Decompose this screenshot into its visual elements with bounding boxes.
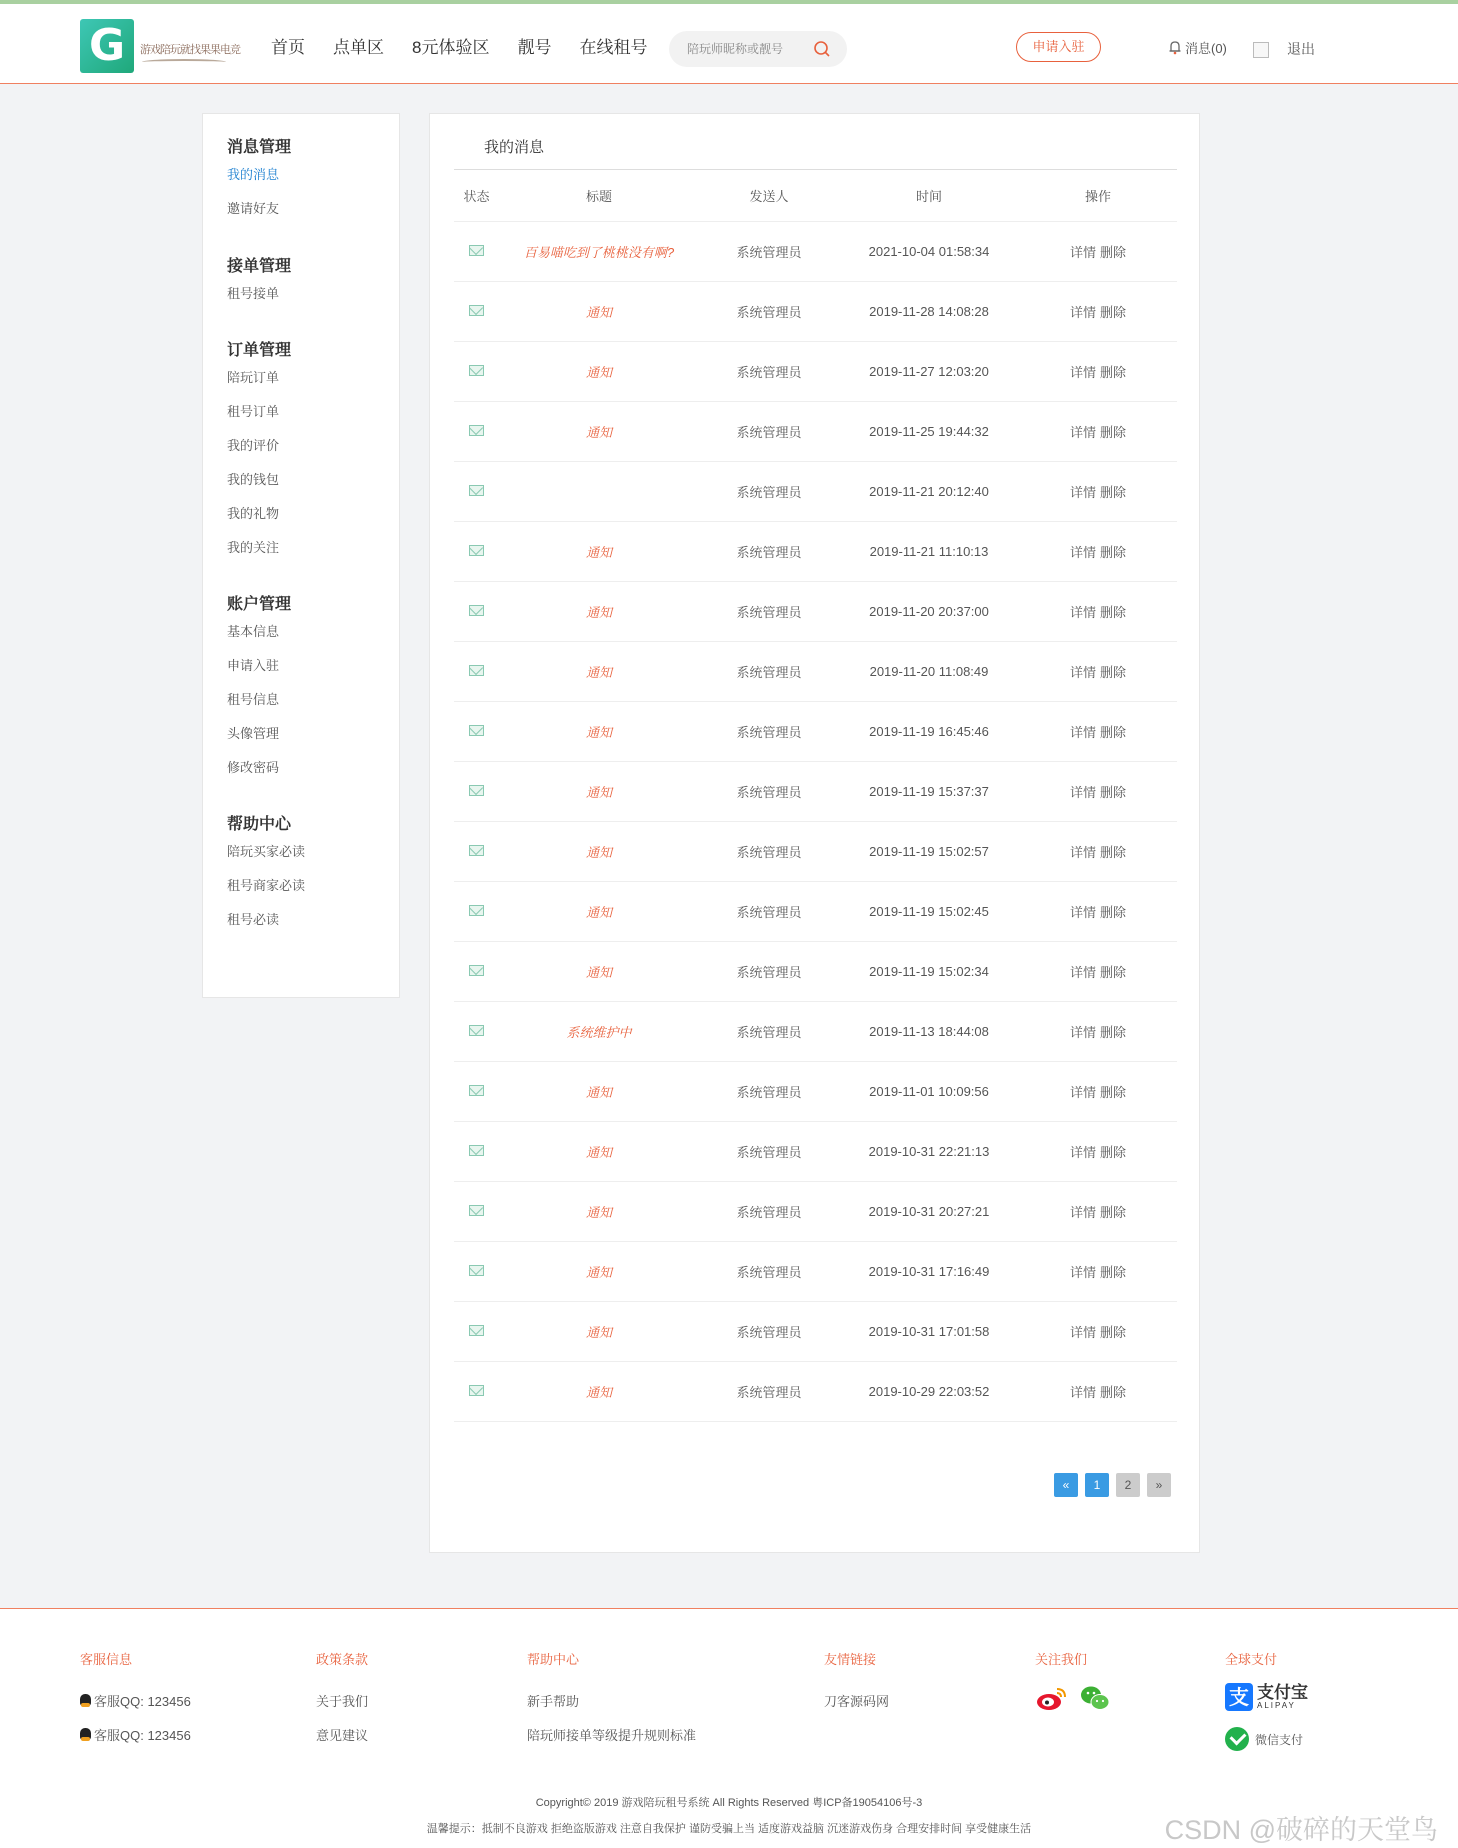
footer-col-help	[527, 1649, 696, 1751]
actions-cell	[1019, 482, 1177, 501]
table-header	[454, 170, 1177, 222]
main-nav	[271, 33, 647, 58]
message-title-link[interactable]: 通知	[585, 1385, 612, 1400]
watermark-text: CSDN @破碎的天堂鸟	[1164, 1815, 1438, 1845]
status-cell	[454, 723, 499, 741]
message-title-link[interactable]: 通知	[585, 1205, 612, 1220]
wechat-pay-icon	[1225, 1727, 1249, 1751]
delete-link[interactable]: 删除	[1100, 1265, 1127, 1280]
message-time: 2019-11-21 11:10:13	[869, 544, 989, 559]
status-cell	[454, 663, 499, 681]
health-tips-text: 温馨提示：抵制不良游戏 拒绝盗版游戏 注意自我保护 谨防受骗上当 适度游戏益脑 沉迷游戏伤身 合理安排时间 享受健康生活	[426, 1823, 1032, 1835]
footer-qq-1[interactable]	[80, 1683, 191, 1717]
footer-link-friend-site[interactable]: 刀客源码网	[824, 1693, 890, 1709]
message-sender: 系统管理员	[736, 1265, 802, 1280]
message-title-link[interactable]: 通知	[585, 965, 612, 980]
status-cell	[454, 303, 499, 321]
table-row	[454, 1002, 1177, 1062]
delete-link[interactable]: 删除	[1100, 845, 1127, 860]
qq-icon	[80, 1728, 91, 1740]
sidebar-group-title: 订单管理	[227, 342, 292, 359]
sidebar-item-rent-guide[interactable]: 租号必读	[227, 912, 280, 927]
page-title: 我的消息	[484, 139, 545, 156]
status-cell	[454, 603, 499, 621]
message-sender: 系统管理员	[736, 485, 802, 500]
detail-link[interactable]: 详情	[1069, 965, 1096, 980]
detail-link[interactable]: 详情	[1069, 305, 1096, 320]
message-title-link[interactable]: 通知	[585, 1145, 612, 1160]
delete-link[interactable]: 删除	[1100, 605, 1127, 620]
detail-link[interactable]: 详情	[1069, 1205, 1096, 1220]
logo-swoosh	[142, 59, 226, 65]
actions-cell	[1019, 1262, 1177, 1281]
sidebar-item-avatar-manage[interactable]: 头像管理	[227, 726, 280, 741]
delete-link[interactable]: 删除	[1100, 965, 1127, 980]
envelope-icon	[469, 965, 484, 976]
site-header	[0, 4, 1458, 84]
site-logo[interactable]	[80, 19, 240, 75]
actions-cell	[1019, 242, 1177, 261]
detail-link[interactable]: 详情	[1069, 725, 1096, 740]
delete-link[interactable]: 删除	[1100, 725, 1127, 740]
envelope-icon	[469, 785, 484, 796]
envelope-icon	[469, 545, 484, 556]
sidebar-item-my-messages[interactable]: 我的消息	[227, 167, 280, 182]
actions-cell	[1019, 602, 1177, 621]
message-title-link[interactable]: 通知	[585, 845, 612, 860]
table-row	[454, 342, 1177, 402]
delete-link[interactable]: 删除	[1100, 665, 1127, 680]
qq-icon	[80, 1694, 91, 1706]
footer-col-links	[824, 1649, 889, 1717]
message-time: 2019-11-21 20:12:40	[869, 484, 989, 499]
footer-col-follow	[1035, 1649, 1135, 1729]
envelope-icon	[469, 1385, 484, 1396]
footer-col-policy	[316, 1649, 368, 1751]
sidebar-group-help	[227, 811, 305, 937]
message-time: 2021-10-04 01:58:34	[868, 244, 990, 259]
sidebar-group-account	[227, 591, 291, 785]
message-title-link[interactable]: 通知	[585, 1325, 612, 1340]
message-sender: 系统管理员	[736, 905, 802, 920]
page-2-button[interactable]: 2	[1116, 1473, 1140, 1497]
column-header-actions: 操作	[1084, 189, 1111, 204]
nav-home[interactable]: 首页	[271, 38, 305, 57]
footer-col-payment	[1225, 1649, 1355, 1759]
wechat-pay-badge	[1225, 1727, 1303, 1751]
table-row	[454, 762, 1177, 822]
table-row	[454, 282, 1177, 342]
user-sidebar	[202, 113, 400, 998]
table-row	[454, 1302, 1177, 1362]
detail-link[interactable]: 详情	[1069, 425, 1096, 440]
alipay-icon: 支	[1225, 1683, 1253, 1711]
message-time: 2019-11-19 15:37:37	[869, 784, 989, 799]
nav-rent-account[interactable]: 在线租号	[579, 38, 648, 57]
detail-link[interactable]: 详情	[1069, 1025, 1096, 1040]
status-cell	[454, 1083, 499, 1101]
sidebar-item-apply-join[interactable]: 申请入驻	[227, 658, 280, 673]
footer-heading: 政策条款	[316, 1652, 369, 1667]
message-title-link[interactable]: 百易喵吃到了桃桃没有啊?	[523, 245, 675, 260]
message-sender: 系统管理员	[736, 545, 802, 560]
pagination	[1054, 1473, 1171, 1497]
status-cell	[454, 1023, 499, 1041]
message-time: 2019-11-01 10:09:56	[869, 1084, 989, 1099]
table-row	[454, 462, 1177, 522]
message-sender: 系统管理员	[736, 425, 802, 440]
table-row	[454, 1062, 1177, 1122]
footer-qq-2[interactable]	[80, 1717, 191, 1751]
status-cell	[454, 903, 499, 921]
status-cell	[454, 1143, 499, 1161]
copyright-text: Copyright© 2019 游戏陪玩租号系统 All Rights Reserved 粤ICP备19054106号-3	[535, 1797, 923, 1809]
table-row	[454, 582, 1177, 642]
table-row	[454, 822, 1177, 882]
status-cell	[454, 1323, 499, 1341]
logout-link[interactable]: 退出	[1287, 41, 1315, 57]
envelope-icon	[469, 1085, 484, 1096]
status-cell	[454, 1203, 499, 1221]
status-cell	[454, 1383, 499, 1401]
sidebar-item-my-follows[interactable]: 我的关注	[227, 540, 280, 555]
message-sender: 系统管理员	[736, 1205, 802, 1220]
delete-link[interactable]: 删除	[1100, 1205, 1127, 1220]
envelope-icon	[469, 905, 484, 916]
detail-link[interactable]: 详情	[1069, 1265, 1096, 1280]
envelope-icon	[469, 425, 484, 436]
delete-link[interactable]: 删除	[1100, 1025, 1127, 1040]
search-input[interactable]	[687, 31, 807, 67]
table-row	[454, 1362, 1177, 1422]
message-sender: 系统管理员	[736, 305, 802, 320]
message-time: 2019-11-19 15:02:45	[869, 904, 989, 919]
message-time: 2019-11-13 18:44:08	[869, 1024, 989, 1039]
message-sender: 系统管理员	[736, 1025, 802, 1040]
footer-heading: 全球支付	[1225, 1652, 1278, 1667]
table-row	[454, 1122, 1177, 1182]
delete-link[interactable]: 删除	[1100, 905, 1127, 920]
table-row	[454, 882, 1177, 942]
sidebar-item-merchant-guide[interactable]: 租号商家必读	[227, 878, 306, 893]
actions-cell	[1019, 1082, 1177, 1101]
footer-heading: 关注我们	[1035, 1652, 1088, 1667]
actions-cell	[1019, 542, 1177, 561]
sidebar-item-invite-friends[interactable]: 邀请好友	[227, 201, 280, 216]
delete-link[interactable]: 删除	[1100, 1385, 1127, 1400]
message-title-link[interactable]: 通知	[585, 1085, 612, 1100]
sidebar-item-rent-orders[interactable]: 租号订单	[227, 404, 280, 419]
search-box	[669, 31, 847, 67]
delete-link[interactable]: 删除	[1100, 545, 1127, 560]
message-sender: 系统管理员	[736, 1085, 802, 1100]
actions-cell	[1019, 962, 1177, 981]
status-cell	[454, 1263, 499, 1281]
bell-icon	[1168, 40, 1182, 55]
sidebar-item-basic-info[interactable]: 基本信息	[227, 624, 280, 639]
envelope-icon	[469, 1205, 484, 1216]
detail-link[interactable]: 详情	[1069, 1385, 1096, 1400]
actions-cell	[1019, 422, 1177, 441]
actions-cell	[1019, 1142, 1177, 1161]
apply-join-button[interactable]: 申请入驻	[1016, 32, 1101, 62]
nav-order-zone[interactable]: 点单区	[333, 38, 384, 57]
message-sender: 系统管理员	[736, 725, 802, 740]
message-sender: 系统管理员	[736, 1325, 802, 1340]
message-time: 2019-11-19 15:02:34	[869, 964, 989, 979]
footer-col-service	[80, 1649, 191, 1751]
table-row	[454, 942, 1177, 1002]
column-header-status: 状态	[463, 189, 490, 204]
delete-link[interactable]: 删除	[1100, 305, 1127, 320]
message-sender: 系统管理员	[736, 245, 802, 260]
message-time: 2019-11-20 20:37:00	[869, 604, 989, 619]
sidebar-item-change-password[interactable]: 修改密码	[227, 760, 280, 775]
sidebar-group-orders	[227, 337, 291, 565]
avatar[interactable]	[1253, 42, 1269, 58]
alipay-sub-label: ALIPAY	[1257, 1701, 1296, 1710]
message-sender: 系统管理员	[736, 665, 802, 680]
table-body	[454, 222, 1177, 1422]
actions-cell	[1019, 662, 1177, 681]
column-header-time: 时间	[915, 189, 942, 204]
message-title-link[interactable]: 通知	[585, 905, 612, 920]
detail-link[interactable]: 详情	[1069, 245, 1096, 260]
sidebar-group-orders-taking	[227, 253, 291, 311]
message-time: 2019-11-27 12:03:20	[869, 364, 989, 379]
logo-mark-icon: G	[80, 19, 134, 73]
delete-link[interactable]: 删除	[1100, 785, 1127, 800]
footer-heading: 客服信息	[80, 1652, 133, 1667]
messages-link[interactable]	[1168, 38, 1227, 57]
envelope-icon	[469, 1145, 484, 1156]
table-row	[454, 222, 1177, 282]
status-cell	[454, 543, 499, 561]
sidebar-group-title: 帮助中心	[227, 816, 292, 833]
message-time: 2019-10-31 17:01:58	[868, 1324, 990, 1339]
message-sender: 系统管理员	[736, 1145, 802, 1160]
message-sender: 系统管理员	[736, 1385, 802, 1400]
envelope-icon	[469, 845, 484, 856]
message-sender: 系统管理员	[736, 965, 802, 980]
message-title-link[interactable]: 通知	[585, 365, 612, 380]
sidebar-item-rent-info[interactable]: 租号信息	[227, 692, 280, 707]
message-title-link[interactable]: 通知	[585, 1265, 612, 1280]
nav-trial-zone[interactable]: 8元体验区	[412, 38, 490, 57]
message-time: 2019-11-20 11:08:49	[869, 664, 989, 679]
page-1-button[interactable]: 1	[1085, 1473, 1109, 1497]
detail-link[interactable]: 详情	[1069, 785, 1096, 800]
message-time: 2019-10-31 22:21:13	[868, 1144, 990, 1159]
status-cell	[454, 363, 499, 381]
message-title-link[interactable]: 系统维护中	[566, 1025, 632, 1040]
alipay-badge	[1225, 1683, 1308, 1711]
message-sender: 系统管理员	[736, 845, 802, 860]
footer-link-level-rules[interactable]: 陪玩师接单等级提升规则标准	[527, 1727, 697, 1743]
message-time: 2019-10-29 22:03:52	[868, 1384, 990, 1399]
actions-cell	[1019, 1322, 1177, 1341]
nav-premium-id[interactable]: 靓号	[517, 38, 552, 57]
message-title-link[interactable]: 通知	[585, 785, 612, 800]
wechat-icon[interactable]	[1079, 1683, 1111, 1713]
sidebar-item-buyer-guide[interactable]: 陪玩买家必读	[227, 844, 306, 859]
detail-link[interactable]: 详情	[1069, 605, 1096, 620]
actions-cell	[1019, 302, 1177, 321]
message-time: 2019-11-28 14:08:28	[869, 304, 989, 319]
table-row	[454, 642, 1177, 702]
delete-link[interactable]: 删除	[1100, 1085, 1127, 1100]
message-sender: 系统管理员	[736, 605, 802, 620]
actions-cell	[1019, 1022, 1177, 1041]
status-cell	[454, 423, 499, 441]
message-time: 2019-11-19 15:02:57	[869, 844, 989, 859]
table-row	[454, 522, 1177, 582]
detail-link[interactable]: 详情	[1069, 545, 1096, 560]
table-row	[454, 702, 1177, 762]
message-time: 2019-10-31 20:27:21	[868, 1204, 990, 1219]
actions-cell	[1019, 842, 1177, 861]
actions-cell	[1019, 1202, 1177, 1221]
footer-link-newbie-help[interactable]: 新手帮助	[527, 1693, 580, 1709]
status-cell	[454, 783, 499, 801]
message-title-link[interactable]: 通知	[585, 545, 612, 560]
status-cell	[454, 243, 499, 261]
delete-link[interactable]: 删除	[1100, 425, 1127, 440]
delete-link[interactable]: 删除	[1100, 485, 1127, 500]
status-cell	[454, 843, 499, 861]
detail-link[interactable]: 详情	[1069, 1145, 1096, 1160]
delete-link[interactable]: 删除	[1100, 1325, 1127, 1340]
footer-qq-label: 客服QQ: 123456	[94, 1727, 191, 1743]
message-sender: 系统管理员	[736, 785, 802, 800]
message-title-link[interactable]: 通知	[585, 605, 612, 620]
messages-panel	[429, 113, 1200, 1553]
detail-link[interactable]: 详情	[1069, 845, 1096, 860]
actions-cell	[1019, 722, 1177, 741]
message-title-link[interactable]: 通知	[585, 305, 612, 320]
sidebar-item-my-wallet[interactable]: 我的钱包	[227, 472, 280, 487]
detail-link[interactable]: 详情	[1069, 1325, 1096, 1340]
envelope-icon	[469, 485, 484, 496]
message-time: 2019-11-19 16:45:46	[869, 724, 989, 739]
detail-link[interactable]: 详情	[1069, 905, 1096, 920]
messages-table	[454, 170, 1177, 1422]
envelope-icon	[469, 725, 484, 736]
sidebar-item-my-reviews[interactable]: 我的评价	[227, 438, 280, 453]
actions-cell	[1019, 782, 1177, 801]
delete-link[interactable]: 删除	[1100, 1145, 1127, 1160]
weibo-icon[interactable]	[1035, 1683, 1069, 1713]
actions-cell	[1019, 362, 1177, 381]
message-title-link[interactable]: 通知	[585, 425, 612, 440]
page-prev-button[interactable]: «	[1054, 1473, 1078, 1497]
detail-link[interactable]: 详情	[1069, 365, 1096, 380]
detail-link[interactable]: 详情	[1069, 1085, 1096, 1100]
status-cell	[454, 963, 499, 981]
sidebar-group-title: 账户管理	[227, 596, 292, 613]
envelope-icon	[469, 245, 484, 256]
sidebar-group-title: 接单管理	[227, 258, 292, 275]
message-sender: 系统管理员	[736, 365, 802, 380]
sidebar-item-rent-taking[interactable]: 租号接单	[227, 286, 280, 301]
sidebar-item-my-gifts[interactable]: 我的礼物	[227, 506, 280, 521]
messages-label: 消息(0)	[1185, 41, 1227, 56]
message-title-link[interactable]: 通知	[585, 665, 612, 680]
detail-link[interactable]: 详情	[1069, 485, 1096, 500]
delete-link[interactable]: 删除	[1100, 365, 1127, 380]
sidebar-group-title: 消息管理	[227, 139, 292, 156]
actions-cell	[1019, 902, 1177, 921]
delete-link[interactable]: 删除	[1100, 245, 1127, 260]
message-time: 2019-10-31 17:16:49	[868, 1264, 990, 1279]
sidebar-item-play-orders[interactable]: 陪玩订单	[227, 370, 280, 385]
column-header-title: 标题	[585, 189, 612, 204]
envelope-icon	[469, 605, 484, 616]
message-title-link[interactable]: 通知	[585, 725, 612, 740]
message-time: 2019-11-25 19:44:32	[869, 424, 989, 439]
column-header-sender: 发送人	[749, 189, 789, 204]
footer-qq-label: 客服QQ: 123456	[94, 1693, 191, 1709]
footer-link-feedback[interactable]: 意见建议	[316, 1727, 369, 1743]
envelope-icon	[469, 665, 484, 676]
footer-heading: 帮助中心	[527, 1652, 580, 1667]
footer-heading: 友情链接	[824, 1652, 877, 1667]
envelope-icon	[469, 365, 484, 376]
search-icon[interactable]	[813, 40, 831, 58]
alipay-label: 支付宝	[1257, 1683, 1308, 1702]
envelope-icon	[469, 1325, 484, 1336]
detail-link[interactable]: 详情	[1069, 665, 1096, 680]
wechat-pay-label: 微信支付	[1255, 1732, 1304, 1747]
footer-link-about[interactable]: 关于我们	[316, 1693, 369, 1709]
actions-cell	[1019, 1382, 1177, 1401]
status-cell	[454, 483, 499, 501]
envelope-icon	[469, 1025, 484, 1036]
table-row	[454, 1242, 1177, 1302]
table-row	[454, 1182, 1177, 1242]
envelope-icon	[469, 1265, 484, 1276]
page-next-button[interactable]: »	[1147, 1473, 1171, 1497]
logo-text: 游戏陪玩就找果果电竞	[140, 44, 240, 56]
sidebar-group-messages	[227, 134, 291, 226]
envelope-icon	[469, 305, 484, 316]
table-row	[454, 402, 1177, 462]
